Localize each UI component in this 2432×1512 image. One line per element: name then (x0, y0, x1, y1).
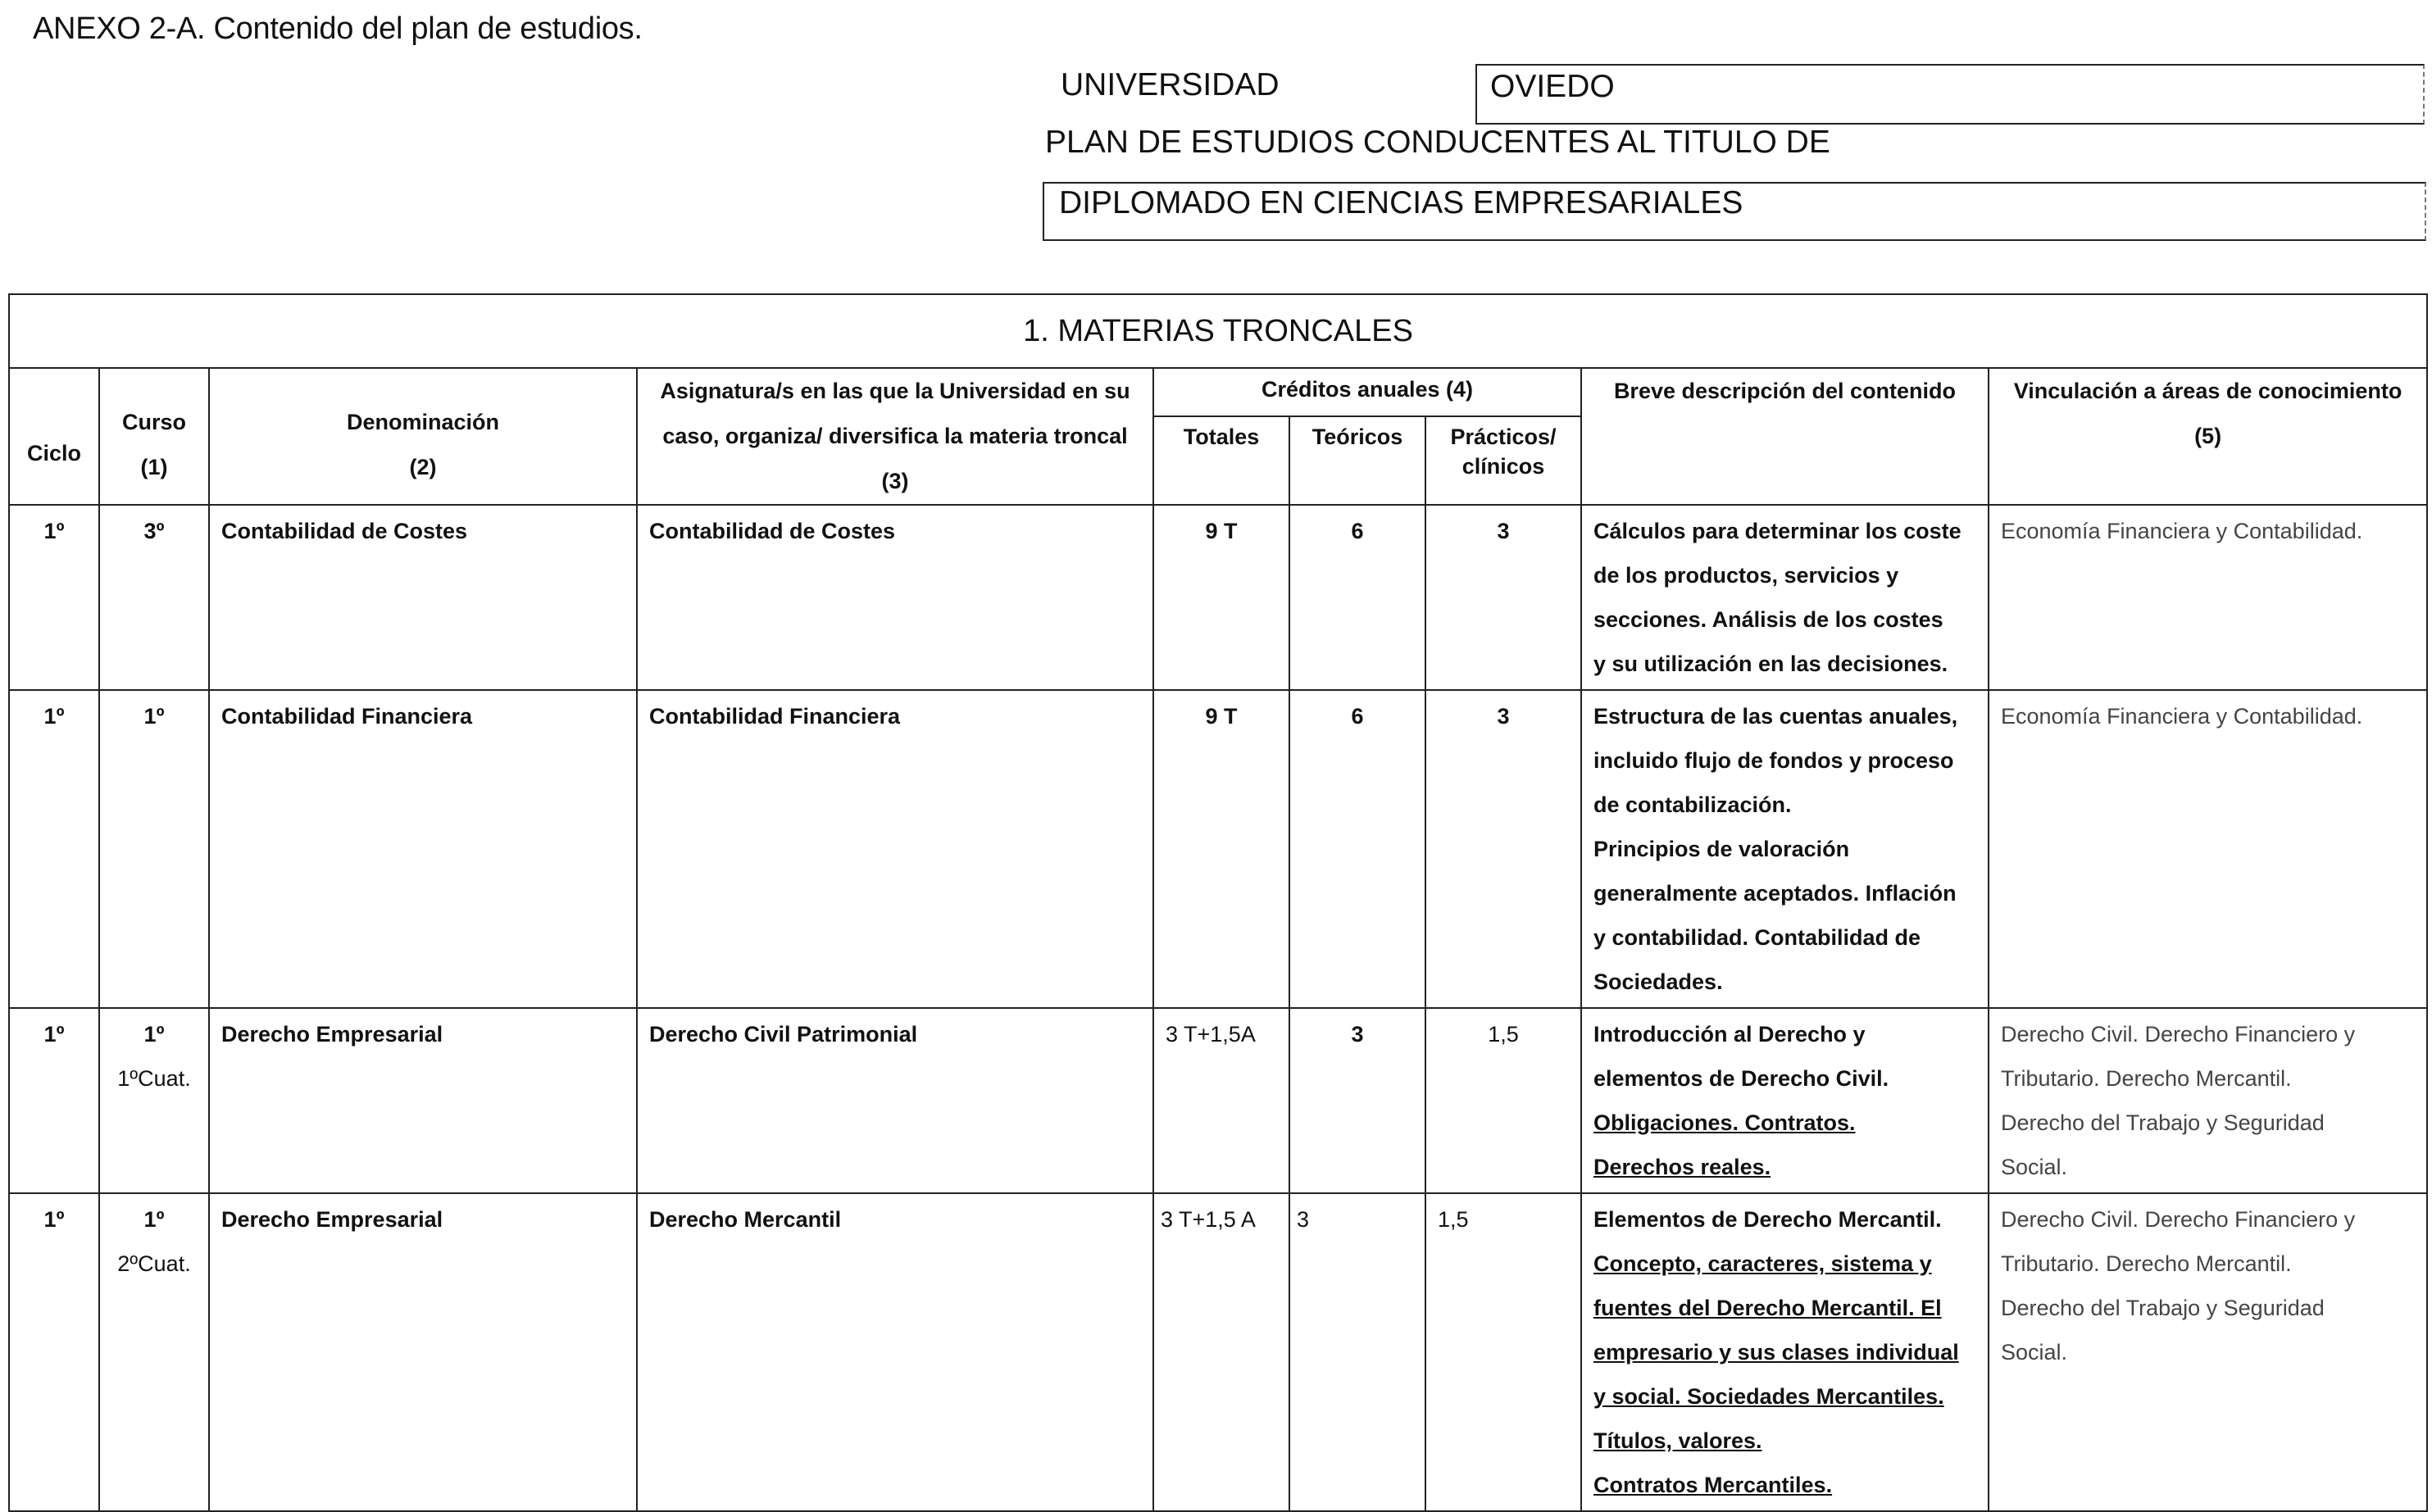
cell-ciclo: 1º (9, 690, 99, 1008)
cell-curso: 3º (99, 505, 209, 690)
cell-descripcion: Elementos de Derecho Mercantil. Concepto, caracteres, sistema y fuentes del Derecho Mercantil. El empresario y sus clases individual y social. Sociedades Mercantiles. Títulos, valores. Contratos Mercantiles. (1581, 1193, 1989, 1511)
cell-vinculacion: Derecho Civil. Derecho Financiero y Tributario. Derecho Mercantil. Derecho del Trabajo y Seguridad Social. (1989, 1008, 2427, 1193)
cell-descripcion: Cálculos para determinar los coste de los productos, servicios y secciones. Análisis de los costes y su utilización en las decisiones. (1581, 505, 1989, 690)
table-row (9, 1008, 2427, 1193)
cell-ciclo: 1º (9, 505, 99, 690)
cell-ciclo: 1º (9, 1008, 99, 1193)
cell-asignatura: Contabilidad de Costes (637, 505, 1153, 690)
university-label: UNIVERSIDAD (1061, 67, 1280, 102)
cell-teoricos: 3 (1289, 1008, 1425, 1193)
header-teoricos: Teóricos (1289, 416, 1425, 505)
cell-asignatura: Contabilidad Financiera (637, 690, 1153, 1008)
cell-denominacion: Derecho Empresarial (209, 1193, 637, 1511)
header-denominacion: Denominación (2) (209, 368, 637, 505)
cell-curso: 1º (99, 690, 209, 1008)
cell-totales: 9 T (1153, 690, 1289, 1008)
cell-totales: 3 T+1,5A (1153, 1008, 1289, 1193)
cell-teoricos: 3 (1289, 1193, 1425, 1511)
cell-denominacion: Contabilidad de Costes (209, 505, 637, 690)
degree-field: DIPLOMADO EN CIENCIAS EMPRESARIALES (1043, 182, 2426, 241)
materias-troncales-table (8, 293, 2428, 1512)
cell-practicos: 1,5 (1425, 1193, 1581, 1511)
cell-denominacion: Contabilidad Financiera (209, 690, 637, 1008)
cell-descripcion: Estructura de las cuentas anuales, incluido flujo de fondos y proceso de contabilización. Principios de valoración generalmente aceptados. Inflación y contabilidad. Contabilidad de Sociedades. (1581, 690, 1989, 1008)
plan-label: PLAN DE ESTUDIOS CONDUCENTES AL TITULO DE (1045, 125, 1830, 160)
cell-teoricos: 6 (1289, 690, 1425, 1008)
cell-practicos: 3 (1425, 690, 1581, 1008)
cell-curso: 1º 2ºCuat. (99, 1193, 209, 1511)
header-creditos: Créditos anuales (4) (1153, 368, 1581, 416)
cell-teoricos: 6 (1289, 505, 1425, 690)
cell-denominacion: Derecho Empresarial (209, 1008, 637, 1193)
cell-descripcion: Introducción al Derecho y elementos de Derecho Civil. Obligaciones. Contratos. Derechos reales. (1581, 1008, 1989, 1193)
table-row (9, 505, 2427, 690)
cell-vinculacion: Derecho Civil. Derecho Financiero y Tributario. Derecho Mercantil. Derecho del Trabajo y Seguridad Social. (1989, 1193, 2427, 1511)
header-asignaturas: Asignatura/s en las que la Universidad en su caso, organiza/ diversifica la materia troncal (3) (637, 368, 1153, 505)
header-practicos: Prácticos/ clínicos (1425, 416, 1581, 505)
table-title: 1. MATERIAS TRONCALES (9, 294, 2427, 368)
cell-totales: 3 T+1,5 A (1153, 1193, 1289, 1511)
table-row (9, 1193, 2427, 1511)
annex-title: ANEXO 2-A. Contenido del plan de estudios. (33, 11, 643, 46)
cell-curso: 1º 1ºCuat. (99, 1008, 209, 1193)
cell-vinculacion: Economía Financiera y Contabilidad. (1989, 690, 2427, 1008)
cell-asignatura: Derecho Mercantil (637, 1193, 1153, 1511)
cell-practicos: 3 (1425, 505, 1581, 690)
cell-practicos: 1,5 (1425, 1008, 1581, 1193)
cell-asignatura: Derecho Civil Patrimonial (637, 1008, 1153, 1193)
header-curso: Curso (1) (99, 368, 209, 505)
cell-vinculacion: Economía Financiera y Contabilidad. (1989, 505, 2427, 690)
header-totales: Totales (1153, 416, 1289, 505)
table-row (9, 690, 2427, 1008)
cell-ciclo: 1º (9, 1193, 99, 1511)
cell-totales: 9 T (1153, 505, 1289, 690)
header-descripcion: Breve descripción del contenido (1581, 368, 1989, 505)
header-ciclo: Ciclo (9, 368, 99, 505)
header-vinculacion: Vinculación a áreas de conocimiento (5) (1989, 368, 2427, 505)
university-field: OVIEDO (1475, 64, 2425, 125)
